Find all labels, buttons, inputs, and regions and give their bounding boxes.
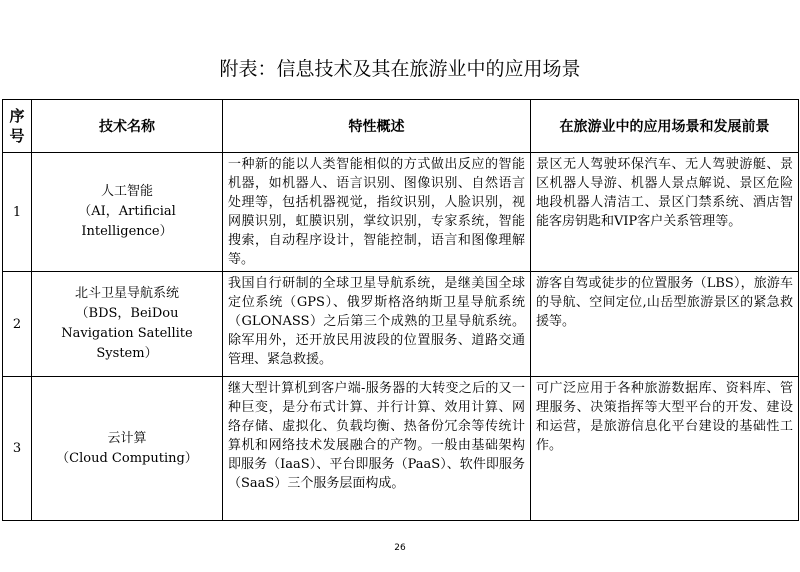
- header-application: 在旅游业中的应用场景和发展前景: [531, 100, 799, 153]
- tech-name-line: （AI，Artificial: [78, 204, 176, 219]
- row-index: 3: [3, 377, 32, 521]
- page-number: 26: [394, 543, 406, 553]
- header-index-char-1: 序: [9, 107, 25, 125]
- header-description: 特性概述: [223, 100, 531, 153]
- row-application: 景区无人驾驶环保汽车、无人驾驶游艇、景区机器人导游、机器人景点解说、景区危险地段机器人清洁工、景区门禁系统、酒店智能客房钥匙和VIP客户关系管理等。: [531, 153, 799, 272]
- tech-name-line: Intelligence）: [81, 224, 173, 239]
- row-tech-name: [32, 272, 223, 377]
- table-row: [3, 153, 799, 272]
- document-title: 附表：信息技术及其在旅游业中的应用场景: [219, 58, 581, 80]
- row-index: 1: [3, 153, 32, 272]
- row-application: 游客自驾或徒步的位置服务（LBS），旅游车的导航、空间定位,山岳型旅游景区的紧急救援等。: [531, 272, 799, 377]
- tech-name-line: （Cloud Computing）: [56, 450, 198, 466]
- technology-table: [2, 99, 799, 521]
- header-index-char-2: 号: [9, 127, 25, 145]
- tech-name-line: Navigation Satellite: [61, 326, 193, 341]
- row-tech-name: [32, 153, 223, 272]
- table-row: [3, 377, 799, 521]
- header-index: [3, 100, 32, 153]
- row-application: 可广泛应用于各种旅游数据库、资料库、管理服务、决策指挥等大型平台的开发、建设和运营，是旅游信息化平台建设的基础性工作。: [531, 377, 799, 521]
- row-description: 一种新的能以人类智能相似的方式做出反应的智能机器，如机器人、语言识别、图像识别、自然语言处理等，包括机器视觉，指纹识别，人脸识别，视网膜识别，虹膜识别，掌纹识别，专家系统，智能搜索，自动程序设计，智能控制，语言和图像理解等。: [223, 153, 531, 272]
- table-row: [3, 272, 799, 377]
- table-header-row: [3, 100, 799, 153]
- tech-name-line: 北斗卫星导航系统: [74, 286, 179, 301]
- tech-name-line: 人工智能: [100, 184, 153, 199]
- tech-name-line: （BDS，BeiDou: [75, 306, 179, 321]
- row-description: 继大型计算机到客户端-服务器的大转变之后的又一种巨变，是分布式计算、并行计算、效用计算、网络存储、虚拟化、负载均衡、热备份冗余等传统计算机和网络技术发展融合的产物。一般由基础架构即服务（IaaS）、平台即服务（PaaS）、软件即服务（SaaS）三个服务层面构成。: [223, 377, 531, 521]
- tech-name-line: System）: [96, 346, 158, 361]
- row-index: 2: [3, 272, 32, 377]
- tech-name-line: 云计算: [107, 430, 147, 446]
- row-description: 我国自行研制的全球卫星导航系统，是继美国全球定位系统（GPS）、俄罗斯格洛纳斯卫星导航系统（GLONASS）之后第三个成熟的卫星导航系统。除军用外，还开放民用波段的位置服务、道路交通管理、紧急救援。: [223, 272, 531, 377]
- header-tech-name: 技术名称: [32, 100, 223, 153]
- row-tech-name: [32, 377, 223, 521]
